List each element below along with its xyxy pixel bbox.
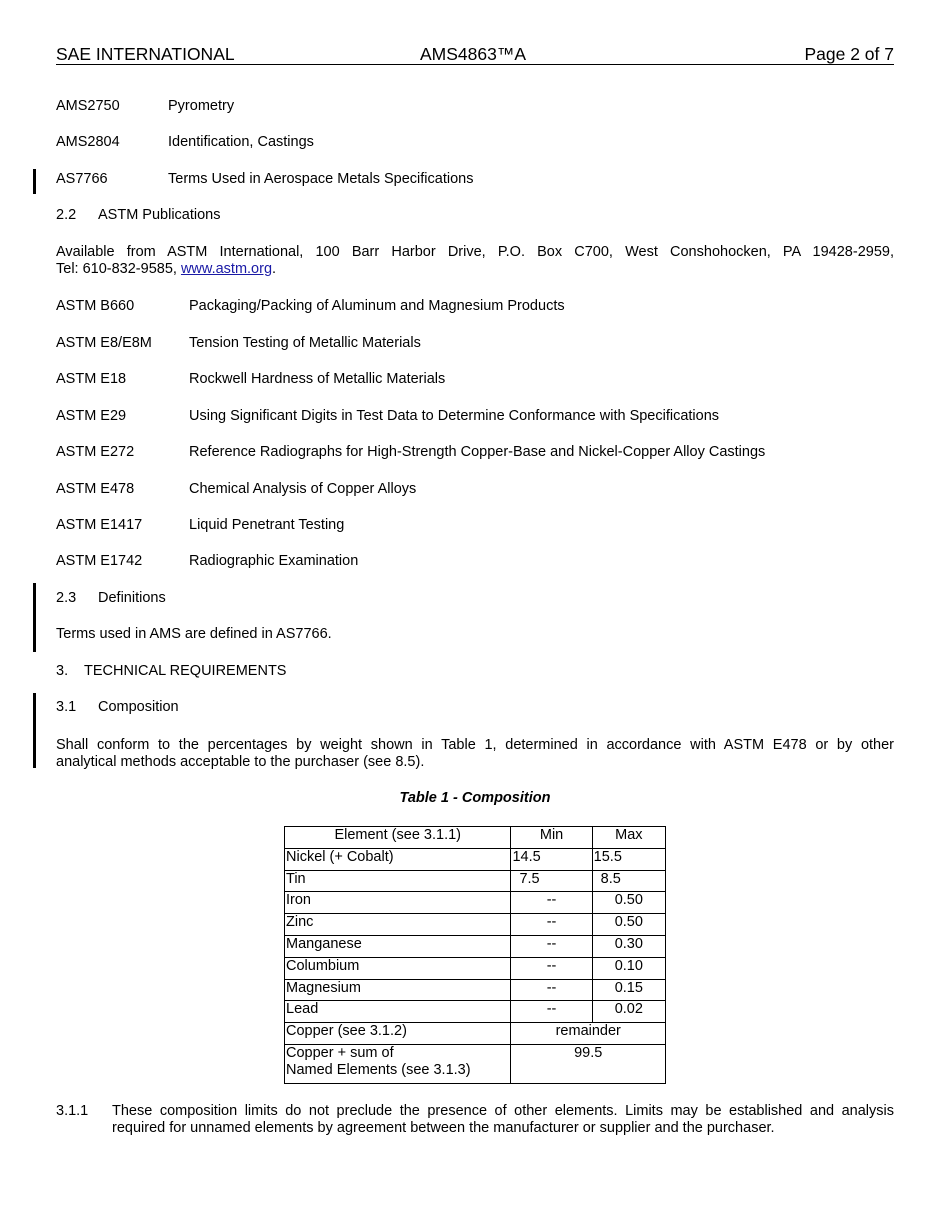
max-cell: 0.30	[592, 935, 665, 957]
table-row	[285, 848, 666, 870]
ref-title: Identification, Castings	[168, 134, 314, 150]
ref-code: AMS2804	[56, 134, 120, 150]
ref-title: Tension Testing of Metallic Materials	[189, 335, 421, 351]
max-cell: 0.15	[592, 979, 665, 1001]
astm-availability-paragraph	[56, 244, 894, 278]
ref-code: AS7766	[56, 171, 108, 187]
max-cell: 0.10	[592, 957, 665, 979]
min-cell: --	[511, 1001, 592, 1023]
ref-code: ASTM E478	[56, 481, 135, 497]
ref-code: ASTM E1417	[56, 517, 143, 533]
paragraph-line: These composition limits do not preclude the presence of other elements. Limits may be established and analysis	[112, 1103, 894, 1119]
element-cell-line: Copper + sum of	[286, 1044, 394, 1061]
element-cell: Iron	[285, 892, 511, 914]
ref-title: Packaging/Packing of Aluminum and Magnesium Products	[189, 298, 565, 314]
ref-title: Using Significant Digits in Test Data to Determine Conformance with Specifications	[189, 408, 720, 424]
merged-value-cell: 99.5	[511, 1044, 666, 1083]
ref-title: Liquid Penetrant Testing	[189, 517, 345, 533]
min-cell: --	[511, 914, 592, 936]
ref-title: Pyrometry	[168, 98, 235, 114]
max-cell: 0.50	[592, 892, 665, 914]
table-row	[285, 1044, 666, 1083]
ref-title: Rockwell Hardness of Metallic Materials	[189, 371, 446, 387]
ref-code: ASTM E29	[56, 408, 127, 424]
min-cell: --	[511, 979, 592, 1001]
section-title: Definitions	[98, 590, 166, 606]
column-header: Max	[592, 827, 665, 849]
column-header: Element (see 3.1.1)	[285, 827, 511, 849]
paragraph-line: Shall conform to the percentages by weight shown in Table 1, determined in accordance with ASTM E478 or by other	[56, 737, 894, 753]
change-bar	[33, 169, 36, 194]
definitions-paragraph: Terms used in AMS are defined in AS7766.	[56, 626, 332, 642]
section-number: 2.3	[56, 590, 77, 606]
ref-code: ASTM E272	[56, 444, 135, 460]
column-header: Min	[511, 827, 592, 849]
min-cell: 7.5	[511, 870, 592, 892]
element-cell: Zinc	[285, 914, 511, 936]
change-bar	[33, 583, 36, 652]
max-cell: 8.5	[592, 870, 665, 892]
element-cell: Magnesium	[285, 979, 511, 1001]
table-row	[285, 1001, 666, 1023]
merged-value-cell: remainder	[511, 1023, 666, 1045]
max-cell: 15.5	[592, 848, 665, 870]
table-header-row	[285, 827, 666, 849]
section-number: 3.	[56, 663, 69, 679]
section-title: Composition	[98, 699, 179, 715]
table-row	[285, 870, 666, 892]
section-number: 2.2	[56, 207, 77, 223]
min-cell: --	[511, 892, 592, 914]
min-cell: 14.5	[511, 848, 592, 870]
element-cell	[285, 1044, 511, 1083]
section-number: 3.1	[56, 699, 77, 715]
element-cell-line: Named Elements (see 3.1.3)	[286, 1061, 471, 1078]
ref-code: ASTM E1742	[56, 553, 143, 569]
max-cell: 0.50	[592, 914, 665, 936]
element-cell: Manganese	[285, 935, 511, 957]
table-row	[285, 979, 666, 1001]
change-bar	[33, 693, 36, 768]
page-header	[56, 44, 894, 65]
element-cell: Copper (see 3.1.2)	[285, 1023, 511, 1045]
ref-title: Radiographic Examination	[189, 553, 359, 569]
table-row	[285, 892, 666, 914]
section-title: ASTM Publications	[98, 207, 221, 223]
section-number: 3.1.1	[56, 1103, 89, 1119]
astm-website-link[interactable]: www.astm.org	[180, 261, 273, 277]
header-page-number: Page 2 of 7	[804, 44, 894, 64]
min-cell: --	[511, 957, 592, 979]
period-text: .	[272, 261, 277, 277]
table-row	[285, 1023, 666, 1045]
table-row	[285, 914, 666, 936]
composition-table	[284, 826, 666, 1084]
min-cell: --	[511, 935, 592, 957]
table-row	[285, 957, 666, 979]
section-title: TECHNICAL REQUIREMENTS	[84, 663, 287, 679]
max-cell: 0.02	[592, 1001, 665, 1023]
element-cell: Lead	[285, 1001, 511, 1023]
header-organization: SAE INTERNATIONAL	[56, 44, 235, 64]
ref-title: Reference Radiographs for High-Strength Copper-Base and Nickel-Copper Alloy Castings	[189, 444, 766, 460]
header-spec-number: AMS4863™A	[420, 44, 527, 64]
table-row	[285, 935, 666, 957]
ref-code: ASTM B660	[56, 298, 135, 314]
element-cell: Tin	[285, 870, 511, 892]
ref-code: ASTM E18	[56, 371, 127, 387]
ref-title: Terms Used in Aerospace Metals Specifications	[168, 171, 474, 187]
paragraph-line: analytical methods acceptable to the purchaser (see 8.5).	[56, 754, 425, 770]
composition-limits-paragraph	[112, 1103, 894, 1137]
element-cell: Columbium	[285, 957, 511, 979]
paragraph-line	[56, 261, 894, 278]
paragraph-line: required for unnamed elements by agreement between the manufacturer or supplier and the purchaser.	[112, 1120, 775, 1136]
phone-text: Tel: 610-832-9585,	[56, 261, 181, 277]
ref-code: ASTM E8/E8M	[56, 335, 152, 351]
table-caption: Table 1 - Composition	[399, 790, 551, 806]
composition-paragraph	[56, 737, 894, 771]
paragraph-line: Available from ASTM International, 100 Barr Harbor Drive, P.O. Box C700, West Conshohocken, PA 19428-2959,	[56, 244, 894, 260]
ref-code: AMS2750	[56, 98, 120, 114]
element-cell: Nickel (+ Cobalt)	[285, 848, 511, 870]
ref-title: Chemical Analysis of Copper Alloys	[189, 481, 417, 497]
